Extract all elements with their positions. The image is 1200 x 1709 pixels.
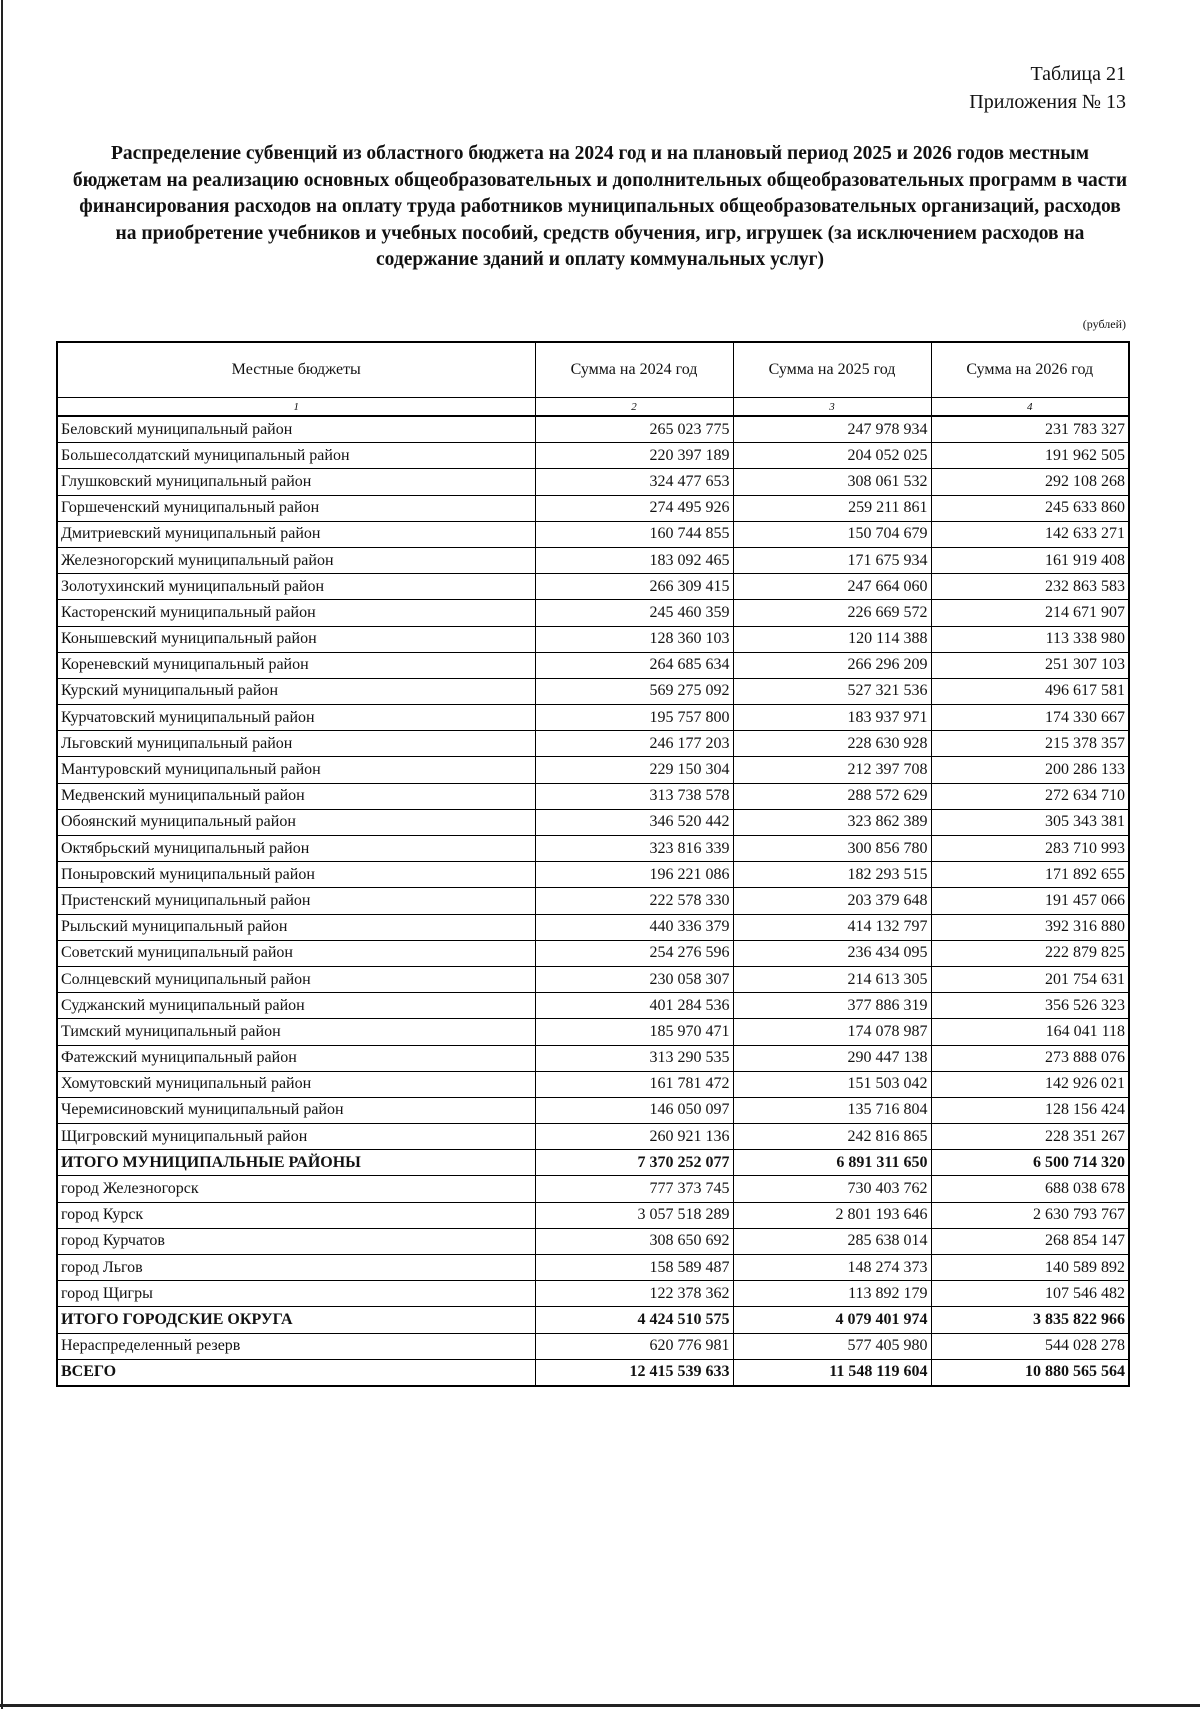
- amount-2024-cell: 777 373 745: [535, 1176, 733, 1202]
- amount-2024-cell: 122 378 362: [535, 1281, 733, 1307]
- budget-name-cell: город Льгов: [57, 1255, 535, 1281]
- table-total-row: [57, 1150, 1129, 1176]
- table-row: [57, 966, 1129, 992]
- amount-2025-cell: 259 211 861: [733, 495, 931, 521]
- table-row: [57, 1228, 1129, 1254]
- table-row: [57, 731, 1129, 757]
- table-row: [57, 1045, 1129, 1071]
- table-row: [57, 626, 1129, 652]
- table-row: [57, 443, 1129, 469]
- budget-name-cell: Курчатовский муниципальный район: [57, 705, 535, 731]
- table-row: [57, 652, 1129, 678]
- column-number-row: [57, 398, 1129, 417]
- table-total-row: [57, 1359, 1129, 1386]
- amount-2025-cell: 203 379 648: [733, 888, 931, 914]
- table-row: [57, 1071, 1129, 1097]
- budget-name-cell: город Курск: [57, 1202, 535, 1228]
- table-row: [57, 678, 1129, 704]
- table-row: [57, 862, 1129, 888]
- table-row: [57, 469, 1129, 495]
- amount-2026-cell: 142 926 021: [931, 1071, 1129, 1097]
- amount-2025-cell: 4 079 401 974: [733, 1307, 931, 1333]
- budget-name-cell: ИТОГО ГОРОДСКИЕ ОКРУГА: [57, 1307, 535, 1333]
- budget-name-cell: Черемисиновский муниципальный район: [57, 1097, 535, 1123]
- amount-2025-cell: 148 274 373: [733, 1255, 931, 1281]
- amount-2025-cell: 11 548 119 604: [733, 1359, 931, 1386]
- column-number: 2: [535, 398, 733, 417]
- budget-name-cell: город Железногорск: [57, 1176, 535, 1202]
- amount-2024-cell: 313 290 535: [535, 1045, 733, 1071]
- budget-name-cell: Курский муниципальный район: [57, 678, 535, 704]
- amount-2025-cell: 204 052 025: [733, 443, 931, 469]
- amount-2025-cell: 266 296 209: [733, 652, 931, 678]
- amount-2025-cell: 174 078 987: [733, 1019, 931, 1045]
- table-row: [57, 1019, 1129, 1045]
- scan-edge-left: [1, 0, 3, 1709]
- column-number: 4: [931, 398, 1129, 417]
- amount-2024-cell: 230 058 307: [535, 966, 733, 992]
- budget-name-cell: Конышевский муниципальный район: [57, 626, 535, 652]
- amount-2025-cell: 226 669 572: [733, 600, 931, 626]
- amount-2025-cell: 182 293 515: [733, 862, 931, 888]
- budget-name-cell: Беловский муниципальный район: [57, 416, 535, 443]
- amount-2025-cell: 290 447 138: [733, 1045, 931, 1071]
- amount-2026-cell: 161 919 408: [931, 547, 1129, 573]
- amount-2024-cell: 183 092 465: [535, 547, 733, 573]
- budget-name-cell: Щигровский муниципальный район: [57, 1124, 535, 1150]
- amount-2024-cell: 254 276 596: [535, 940, 733, 966]
- budget-name-cell: Большесолдатский муниципальный район: [57, 443, 535, 469]
- budget-name-cell: город Курчатов: [57, 1228, 535, 1254]
- amount-2024-cell: 308 650 692: [535, 1228, 733, 1254]
- budget-name-cell: Пристенский муниципальный район: [57, 888, 535, 914]
- amount-2026-cell: 544 028 278: [931, 1333, 1129, 1359]
- amount-2024-cell: 229 150 304: [535, 757, 733, 783]
- amount-2024-cell: 146 050 097: [535, 1097, 733, 1123]
- amount-2024-cell: 195 757 800: [535, 705, 733, 731]
- budget-name-cell: Нераспределенный резерв: [57, 1333, 535, 1359]
- budget-name-cell: Рыльский муниципальный район: [57, 914, 535, 940]
- amount-2026-cell: 305 343 381: [931, 809, 1129, 835]
- budget-name-cell: Советский муниципальный район: [57, 940, 535, 966]
- table-total-row: [57, 1307, 1129, 1333]
- amount-2025-cell: 288 572 629: [733, 783, 931, 809]
- amount-2025-cell: 323 862 389: [733, 809, 931, 835]
- table-row: [57, 993, 1129, 1019]
- amount-2024-cell: 274 495 926: [535, 495, 733, 521]
- table-number: Таблица 21: [1030, 63, 1126, 85]
- amount-2025-cell: 285 638 014: [733, 1228, 931, 1254]
- table-reference: [969, 60, 1126, 116]
- table-row: [57, 416, 1129, 443]
- amount-2025-cell: 247 978 934: [733, 416, 931, 443]
- budget-name-cell: Обоянский муниципальный район: [57, 809, 535, 835]
- amount-2026-cell: 392 316 880: [931, 914, 1129, 940]
- table-row: [57, 1176, 1129, 1202]
- amount-2026-cell: 231 783 327: [931, 416, 1129, 443]
- table-row: [57, 1124, 1129, 1150]
- table-row: [57, 1281, 1129, 1307]
- amount-2026-cell: 688 038 678: [931, 1176, 1129, 1202]
- table-row: [57, 521, 1129, 547]
- amount-2025-cell: 183 937 971: [733, 705, 931, 731]
- amount-2026-cell: 164 041 118: [931, 1019, 1129, 1045]
- table-row: [57, 600, 1129, 626]
- column-number: 1: [57, 398, 535, 417]
- column-header-2026: Сумма на 2026 год: [931, 342, 1129, 398]
- amount-2026-cell: 283 710 993: [931, 836, 1129, 862]
- amount-2024-cell: 246 177 203: [535, 731, 733, 757]
- amount-2026-cell: 113 338 980: [931, 626, 1129, 652]
- budget-name-cell: Дмитриевский муниципальный район: [57, 521, 535, 547]
- amount-2025-cell: 2 801 193 646: [733, 1202, 931, 1228]
- budget-name-cell: Поныровский муниципальный район: [57, 862, 535, 888]
- table-row: [57, 574, 1129, 600]
- amount-2026-cell: 228 351 267: [931, 1124, 1129, 1150]
- table-row: [57, 1202, 1129, 1228]
- amount-2026-cell: 142 633 271: [931, 521, 1129, 547]
- amount-2026-cell: 222 879 825: [931, 940, 1129, 966]
- amount-2024-cell: 323 816 339: [535, 836, 733, 862]
- amount-2025-cell: 120 114 388: [733, 626, 931, 652]
- table-row: [57, 809, 1129, 835]
- amount-2025-cell: 212 397 708: [733, 757, 931, 783]
- amount-2026-cell: 356 526 323: [931, 993, 1129, 1019]
- amount-2024-cell: 620 776 981: [535, 1333, 733, 1359]
- budget-name-cell: Горшеченский муниципальный район: [57, 495, 535, 521]
- amount-2025-cell: 171 675 934: [733, 547, 931, 573]
- column-number: 3: [733, 398, 931, 417]
- amount-2026-cell: 273 888 076: [931, 1045, 1129, 1071]
- amount-2026-cell: 251 307 103: [931, 652, 1129, 678]
- amount-2026-cell: 191 457 066: [931, 888, 1129, 914]
- table-row: [57, 914, 1129, 940]
- budget-name-cell: Железногорский муниципальный район: [57, 547, 535, 573]
- amount-2025-cell: 242 816 865: [733, 1124, 931, 1150]
- budget-name-cell: Солнцевский муниципальный район: [57, 966, 535, 992]
- amount-2024-cell: 158 589 487: [535, 1255, 733, 1281]
- budget-name-cell: Золотухинский муниципальный район: [57, 574, 535, 600]
- amount-2026-cell: 10 880 565 564: [931, 1359, 1129, 1386]
- column-header-2024: Сумма на 2024 год: [535, 342, 733, 398]
- amount-2024-cell: 324 477 653: [535, 469, 733, 495]
- amount-2026-cell: 174 330 667: [931, 705, 1129, 731]
- amount-2025-cell: 151 503 042: [733, 1071, 931, 1097]
- amount-2024-cell: 260 921 136: [535, 1124, 733, 1150]
- amount-2024-cell: 161 781 472: [535, 1071, 733, 1097]
- amount-2024-cell: 12 415 539 633: [535, 1359, 733, 1386]
- table-row: [57, 888, 1129, 914]
- table-row: [57, 783, 1129, 809]
- budget-name-cell: Глушковский муниципальный район: [57, 469, 535, 495]
- amount-2025-cell: 730 403 762: [733, 1176, 931, 1202]
- table-row: [57, 940, 1129, 966]
- amount-2025-cell: 577 405 980: [733, 1333, 931, 1359]
- budget-name-cell: Льговский муниципальный район: [57, 731, 535, 757]
- amount-2025-cell: 414 132 797: [733, 914, 931, 940]
- amount-2026-cell: 200 286 133: [931, 757, 1129, 783]
- table-row: [57, 705, 1129, 731]
- amount-2026-cell: 107 546 482: [931, 1281, 1129, 1307]
- budget-name-cell: Медвенский муниципальный район: [57, 783, 535, 809]
- amount-2025-cell: 300 856 780: [733, 836, 931, 862]
- amount-2024-cell: 265 023 775: [535, 416, 733, 443]
- amount-2024-cell: 264 685 634: [535, 652, 733, 678]
- scan-edge-bottom: [0, 1704, 1200, 1707]
- amount-2026-cell: 268 854 147: [931, 1228, 1129, 1254]
- amount-2024-cell: 245 460 359: [535, 600, 733, 626]
- amount-2026-cell: 128 156 424: [931, 1097, 1129, 1123]
- budget-name-cell: Кореневский муниципальный район: [57, 652, 535, 678]
- amount-2025-cell: 308 061 532: [733, 469, 931, 495]
- table-row: [57, 547, 1129, 573]
- amount-2026-cell: 496 617 581: [931, 678, 1129, 704]
- amount-2025-cell: 228 630 928: [733, 731, 931, 757]
- amount-2024-cell: 220 397 189: [535, 443, 733, 469]
- amount-2024-cell: 401 284 536: [535, 993, 733, 1019]
- amount-2026-cell: 292 108 268: [931, 469, 1129, 495]
- amount-2024-cell: 222 578 330: [535, 888, 733, 914]
- amount-2024-cell: 313 738 578: [535, 783, 733, 809]
- budget-table: [56, 341, 1130, 1387]
- budget-name-cell: Суджанский муниципальный район: [57, 993, 535, 1019]
- amount-2026-cell: 201 754 631: [931, 966, 1129, 992]
- amount-2026-cell: 272 634 710: [931, 783, 1129, 809]
- amount-2024-cell: 3 057 518 289: [535, 1202, 733, 1228]
- amount-2025-cell: 377 886 319: [733, 993, 931, 1019]
- amount-2026-cell: 245 633 860: [931, 495, 1129, 521]
- amount-2026-cell: 191 962 505: [931, 443, 1129, 469]
- amount-2026-cell: 171 892 655: [931, 862, 1129, 888]
- budget-name-cell: Мантуровский муниципальный район: [57, 757, 535, 783]
- amount-2025-cell: 6 891 311 650: [733, 1150, 931, 1176]
- amount-2026-cell: 214 671 907: [931, 600, 1129, 626]
- column-header-budgets: Местные бюджеты: [57, 342, 535, 398]
- amount-2025-cell: 527 321 536: [733, 678, 931, 704]
- column-header-2025: Сумма на 2025 год: [733, 342, 931, 398]
- amount-2026-cell: 6 500 714 320: [931, 1150, 1129, 1176]
- amount-2026-cell: 140 589 892: [931, 1255, 1129, 1281]
- amount-2024-cell: 7 370 252 077: [535, 1150, 733, 1176]
- amount-2024-cell: 346 520 442: [535, 809, 733, 835]
- amount-2024-cell: 569 275 092: [535, 678, 733, 704]
- amount-2026-cell: 2 630 793 767: [931, 1202, 1129, 1228]
- budget-name-cell: ИТОГО МУНИЦИПАЛЬНЫЕ РАЙОНЫ: [57, 1150, 535, 1176]
- appendix-number: Приложения № 13: [969, 91, 1126, 113]
- document-title: Распределение субвенций из областного бюджета на 2024 год и на плановый период 2025 и 2026 годов местным бюджетам на реализацию основных общеобразовательных и дополнительных общеобразовательных программ в части финансирования расходов на оплату труда работников муниципальных общеобразовательных организаций, расходов на приобретение учебников и учебных пособий, средств обучения, игр, игрушек (за исключением расходов на содержание зданий и оплату коммунальных услуг): [72, 143, 1128, 270]
- amount-2025-cell: 150 704 679: [733, 521, 931, 547]
- budget-name-cell: Октябрьский муниципальный район: [57, 836, 535, 862]
- units-label: (рублей): [1082, 317, 1126, 331]
- table-row: [57, 836, 1129, 862]
- amount-2025-cell: 236 434 095: [733, 940, 931, 966]
- table-row: [57, 1333, 1129, 1359]
- amount-2025-cell: 247 664 060: [733, 574, 931, 600]
- table-row: [57, 1255, 1129, 1281]
- table-row: [57, 1097, 1129, 1123]
- amount-2025-cell: 135 716 804: [733, 1097, 931, 1123]
- amount-2025-cell: 214 613 305: [733, 966, 931, 992]
- table-header-row: [57, 342, 1129, 398]
- budget-name-cell: ВСЕГО: [57, 1359, 535, 1386]
- table-body: [57, 416, 1129, 1386]
- amount-2024-cell: 4 424 510 575: [535, 1307, 733, 1333]
- amount-2026-cell: 3 835 822 966: [931, 1307, 1129, 1333]
- amount-2026-cell: 232 863 583: [931, 574, 1129, 600]
- amount-2024-cell: 128 360 103: [535, 626, 733, 652]
- amount-2024-cell: 185 970 471: [535, 1019, 733, 1045]
- budget-name-cell: Фатежский муниципальный район: [57, 1045, 535, 1071]
- amount-2024-cell: 196 221 086: [535, 862, 733, 888]
- amount-2024-cell: 440 336 379: [535, 914, 733, 940]
- budget-name-cell: город Щигры: [57, 1281, 535, 1307]
- budget-name-cell: Хомутовский муниципальный район: [57, 1071, 535, 1097]
- amount-2025-cell: 113 892 179: [733, 1281, 931, 1307]
- table-row: [57, 495, 1129, 521]
- budget-name-cell: Тимский муниципальный район: [57, 1019, 535, 1045]
- amount-2024-cell: 266 309 415: [535, 574, 733, 600]
- amount-2026-cell: 215 378 357: [931, 731, 1129, 757]
- amount-2024-cell: 160 744 855: [535, 521, 733, 547]
- budget-name-cell: Касторенский муниципальный район: [57, 600, 535, 626]
- table-row: [57, 757, 1129, 783]
